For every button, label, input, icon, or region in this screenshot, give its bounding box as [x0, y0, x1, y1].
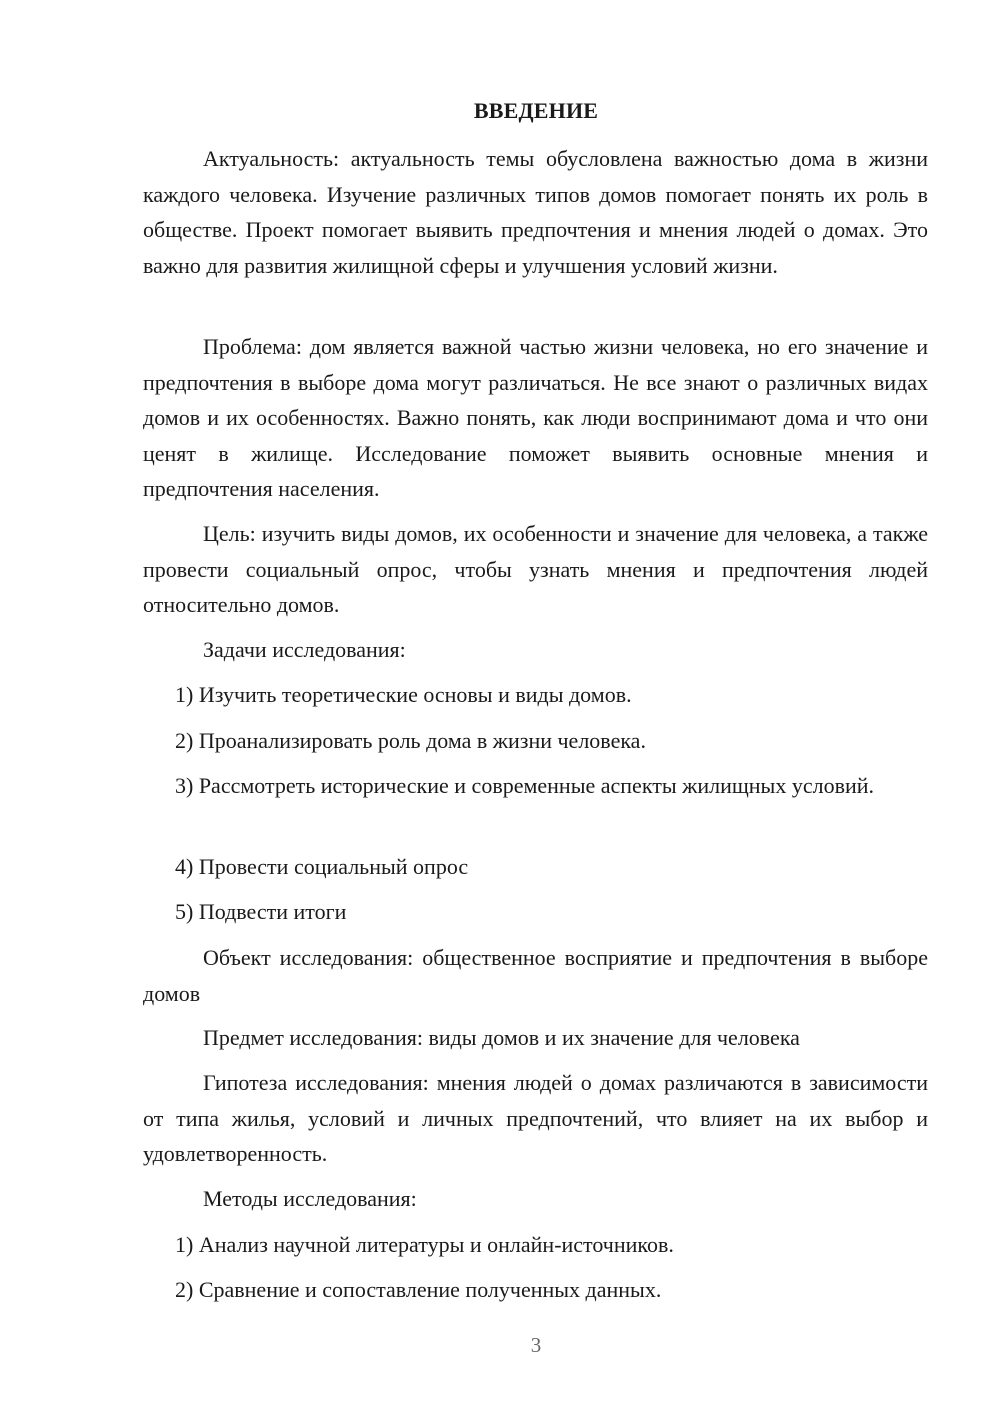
hypothesis-paragraph: Гипотеза исследования: мнения людей о домах различаются в зависимости от типа жилья, условий и личных предпочтений, что влияет на их выбор и удовлетворенность.: [143, 1070, 928, 1166]
task-item: 3) Рассмотреть исторические и современные аспекты жилищных условий.: [175, 773, 875, 798]
task-item: 1) Изучить теоретические основы и виды домов.: [175, 682, 632, 707]
methods-heading: Методы исследования:: [203, 1186, 417, 1211]
subject-paragraph: Предмет исследования: виды домов и их значение для человека: [203, 1025, 800, 1050]
goal-paragraph: Цель: изучить виды домов, их особенности и значение для человека, а также провести социальный опрос, чтобы узнать мнения и предпочтения людей относительно домов.: [143, 521, 928, 617]
method-item: 1) Анализ научной литературы и онлайн-источников.: [175, 1232, 674, 1257]
tasks-heading: Задачи исследования:: [203, 637, 406, 662]
task-item: 4) Провести социальный опрос: [175, 854, 469, 879]
problem-paragraph: Проблема: дом является важной частью жизни человека, но его значение и предпочтения в выборе дома могут различаться. Не все знают о различных видах домов и их особенностях. Важно понять, как люди воспринимают дома и что они ценят в жилище. Исследование поможет выявить основные мнения и предпочтения населения.: [143, 334, 928, 501]
relevance-paragraph: Актуальность: актуальность темы обусловлена важностью дома в жизни каждого человека. Изучение различных типов домов помогает понять их роль в обществе. Проект помогает выявить предпочтения и мнения людей о домах. Это важно для развития жилищной сферы и улучшения условий жизни.: [143, 146, 928, 278]
section-title: ВВЕДЕНИЕ: [473, 98, 599, 123]
method-item: 2) Сравнение и сопоставление полученных данных.: [175, 1277, 662, 1302]
task-item: 5) Подвести итоги: [175, 899, 347, 924]
page-number: 3: [530, 1333, 542, 1357]
task-item: 2) Проанализировать роль дома в жизни человека.: [175, 728, 646, 753]
object-paragraph: Объект исследования: общественное восприятие и предпочтения в выборе домов: [143, 945, 928, 1006]
